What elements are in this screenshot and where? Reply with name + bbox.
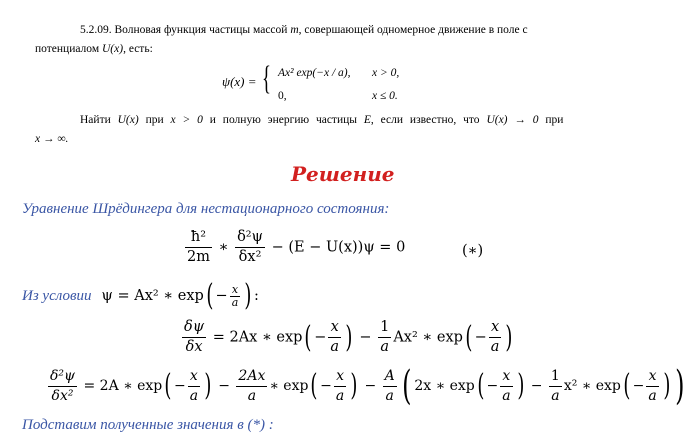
case1-expr: Ax² exp(−x / a), (278, 67, 351, 79)
second-derivative-fraction: $\frac{\text{δ²ψ}}{\text{δx²}}$ (237, 229, 263, 265)
equation-first-derivative: $\frac{\delta\psi}{\delta x}$ = 2Ax ∗ exp( − $\frac{x}{a}$ ) − $\frac{1}{a}$ Ax² ∗ exp( − $\frac{x}{a}$ ) (184, 319, 513, 355)
piecewise-brace: { (262, 60, 271, 97)
equation-second-derivative: $\frac{\text{δ²ψ}}{\text{δx²}}$ = 2A ∗ exp( − $\frac{x}{a}$ ) − $\frac{2Ax}{a}$ ∗ exp( − $\frac{x}{a}$ ) − $\frac{A}{a}$ ( 2x ∗ exp( − $\frac{x}{a}$ ) − $\frac{1}{a}$ x² ∗ exp( − $\frac{x}{a}$ ) ) (50, 363, 685, 409)
case2-expr: 0, (278, 90, 287, 102)
problem-line-end: x → ∞. (35, 133, 69, 145)
condition-line: Из условии ψ = Ax² ∗ exp( − $\frac{x}{a}$ ) : (22, 278, 259, 313)
psi-lhs: ψ(x) = (222, 74, 257, 89)
hbar-fraction: $\frac{\text{ħ²}}{2m}$ (187, 229, 210, 265)
problem-text-2b: , есть: (123, 43, 153, 55)
problem-text-1: Волновая функция частицы массой (114, 24, 288, 36)
second-derivative-lhs: $\frac{\text{δ²ψ}}{\text{δx²}}$ (50, 367, 76, 404)
problem-line-find: Найти U(x) при x > 0 и полную энергию частицы E, если известно, что U(x) → 0 при (80, 114, 564, 126)
equation-tag: (∗) (462, 243, 484, 259)
first-derivative-lhs: $\frac{\delta\psi}{\delta x}$ (184, 319, 205, 355)
problem-text-1b: , совершающей одномерное движение в поле с (298, 24, 528, 36)
condition-expr: ψ = Ax² ∗ exp (101, 288, 204, 304)
problem-number: 5.2.09. (80, 24, 112, 36)
potential-symbol: U(x) (101, 43, 124, 55)
substitute-label: Подставим полученные значения в (*) : (22, 417, 274, 433)
condition-label: Из условии (22, 288, 92, 304)
schrodinger-label: Уравнение Шрёдингера для нестационарного состояния: (22, 201, 390, 217)
problem-line-2 (35, 42, 153, 56)
x-over-a: $\frac{x}{a}$ (231, 282, 239, 309)
problem-line-1 (80, 23, 528, 37)
equation-schrodinger: $\frac{\text{ħ²}}{2m}$ ∗ $\frac{\text{δ²ψ}}{\text{δx²}}$ − (E − U(x))ψ = 0 (187, 229, 406, 265)
solution-title: Решение (291, 162, 395, 186)
case2-cond: x ≤ 0. (372, 90, 398, 102)
case1-cond: x > 0, (372, 67, 400, 79)
problem-text-2a: потенциалом (35, 43, 100, 55)
mass-symbol: m (290, 24, 299, 36)
